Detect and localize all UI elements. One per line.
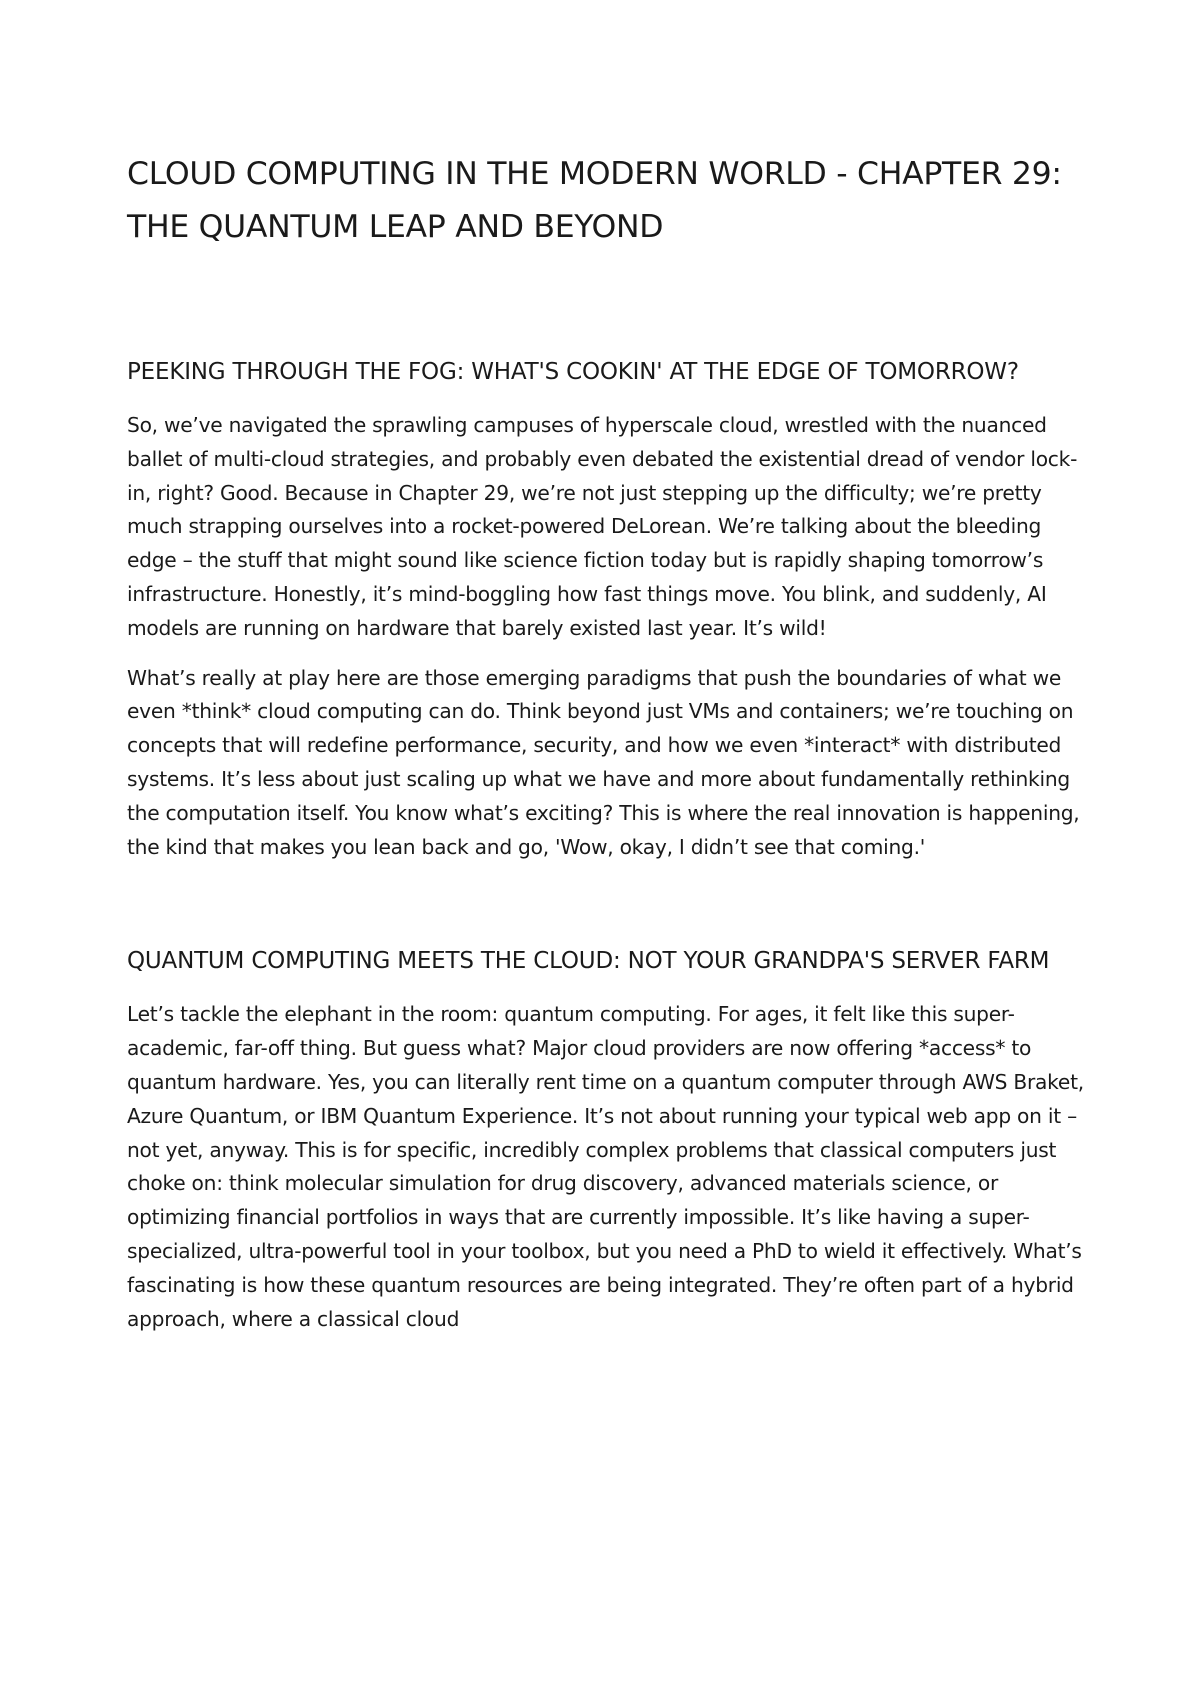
section-heading-quantum-computing: QUANTUM COMPUTING MEETS THE CLOUD: NOT YOUR GRANDPA'S SERVER FARM — [127, 948, 1050, 975]
section-heading-edge-of-tomorrow: PEEKING THROUGH THE FOG: WHAT'S COOKIN' AT THE EDGE OF TOMORROW? — [127, 359, 1019, 385]
paragraph-emerging-paradigms: What’s really at play here are those emerging paradigms that push the boundaries of what we even *think* cloud computing can do. Think beyond just VMs and containers; we’re touching on concepts that will redefine performance, security, and how we even *interact* with distributed systems. It’s less about just scaling up what we have and more about fundamentally rethinking the computation itself. You know what’s exciting? This is where the real innovation is happening, the kind that makes you lean back and go, 'Wow, okay, I didn’t see that coming.' — [127, 665, 1080, 859]
chapter-title: CLOUD COMPUTING IN THE MODERN WORLD - CHAPTER 29: THE QUANTUM LEAP AND BEYOND — [127, 156, 1062, 245]
document-page — [127, 148, 1087, 1336]
paragraph-intro: So, we’ve navigated the sprawling campuses of hyperscale cloud, wrestled with the nuanced ballet of multi-cloud strategies, and probably even debated the existential dread of vendor lock-in, right? Good. Because in Chapter 29, we’re not just stepping up the difficulty; we’re pretty much strapping ourselves into a rocket-powered DeLorean. We’re talking about the bleeding edge – the stuff that might sound like science fiction today but is rapidly shaping tomorrow’s infrastructure. Honestly, it’s mind-boggling how fast things move. You blink, and suddenly, AI models are running on hardware that barely existed last year. It’s wild! — [127, 413, 1078, 640]
paragraph-quantum-computing: Let’s tackle the elephant in the room: quantum computing. For ages, it felt like this super-academic, far-off thing. But guess what? Major cloud providers are now offering *access* to quantum hardware. Yes, you can literally rent time on a quantum computer through AWS Braket, Azure Quantum, or IBM Quantum Experience. It’s not about running your typical web app on it – not yet, anyway. This is for specific, incredibly complex problems that classical computers just choke on: think molecular simulation for drug discovery, advanced materials science, or optimizing financial portfolios in ways that are currently impossible. It’s like having a super-specialized, ultra-powerful tool in your toolbox, but you need a PhD to wield it effectively. What’s fascinating is how these quantum resources are being integrated. They’re often part of a hybrid approach, where a classical cloud — [127, 1002, 1084, 1331]
